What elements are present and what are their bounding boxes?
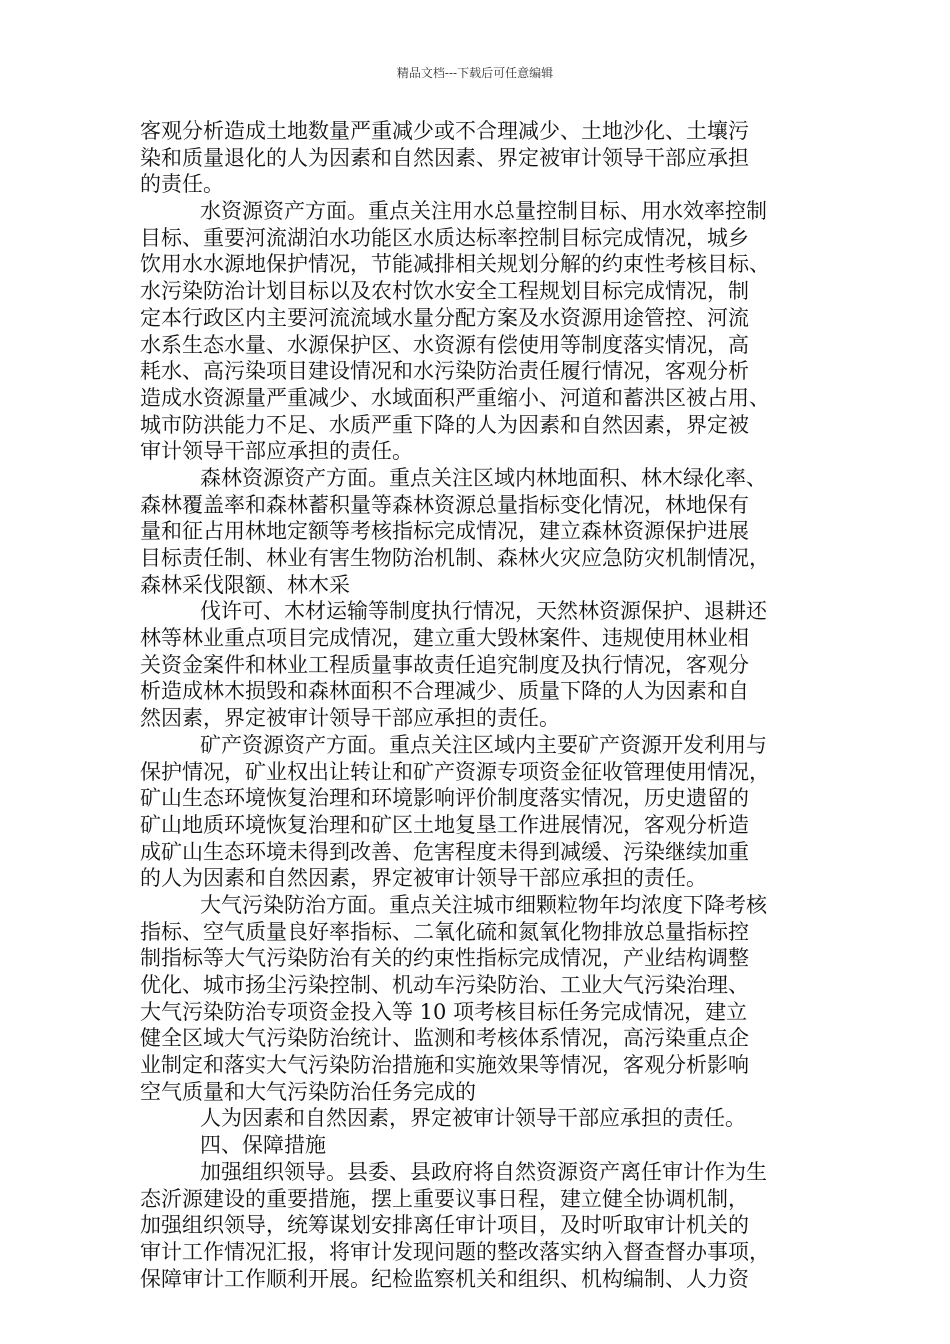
text-line: 制指标等大气污染防治有关的约束性指标完成情况，产业结构调整 (140, 946, 749, 971)
text-line: 业制定和落实大气污染防治措施和实施效果等情况，客观分析影响 (140, 1053, 749, 1078)
text-line: 森林资源资产方面。重点关注区域内林地面积、林木绿化率、 (200, 465, 767, 490)
text-line: 关资金案件和林业工程质量事故责任追究制度及执行情况，客观分 (140, 652, 749, 677)
text-line: 的人为因素和自然因素，界定被审计领导干部应承担的责任。 (140, 866, 707, 891)
text-line: 指标、空气质量良好率指标、二氧化硫和氮氧化物排放总量指标控 (140, 919, 749, 944)
text-line: 矿产资源资产方面。重点关注区域内主要矿产资源开发利用与 (200, 732, 767, 757)
text-line: 水污染防治计划目标以及农村饮水安全工程规划目标完成情况，制 (140, 279, 749, 304)
text-line: 析造成林木损毁和森林面积不合理减少、质量下降的人为因素和自 (140, 679, 749, 704)
text-line: 饮用水水源地保护情况，节能减排相关规划分解的约束性考核目标、 (140, 252, 770, 277)
text-line: 加强组织领导。县委、县政府将自然资源资产离任审计作为生 (200, 1159, 767, 1184)
text-line: 的责任。 (140, 172, 224, 197)
text-line: 染和质量退化的人为因素和自然因素、界定被审计领导干部应承担 (140, 145, 749, 170)
text-line: 客观分析造成土地数量严重减少或不合理减少、土地沙化、土壤污 (140, 119, 749, 143)
text-line: 量和征占用林地定额等考核指标完成情况，建立森林资源保护进展 (140, 519, 749, 544)
text-line: 加强组织领导，统筹谋划安排离任审计项目，及时听取审计机关的 (140, 1213, 749, 1238)
text-line: 目标、重要河流湖泊水功能区水质达标率控制目标完成情况，城乡 (140, 225, 749, 250)
text-line: 大气污染防治专项资金投入等 10 项考核目标任务完成情况，建立 (140, 999, 748, 1024)
text-line: 空气质量和大气污染防治任务完成的 (140, 1079, 476, 1104)
text-line: 定本行政区内主要河流流域水量分配方案及水资源用途管控、河流 (140, 305, 749, 330)
text-line: 大气污染防治方面。重点关注城市细颗粒物年均浓度下降考核 (200, 892, 767, 917)
text-line: 林等林业重点项目完成情况，建立重大毁林案件、违规使用林业相 (140, 626, 749, 651)
text-line: 然因素，界定被审计领导干部应承担的责任。 (140, 706, 560, 731)
text-line: 耗水、高污染项目建设情况和水污染防治责任履行情况，客观分析 (140, 359, 749, 384)
text-line: 伐许可、木材运输等制度执行情况，天然林资源保护、退耕还 (200, 599, 767, 624)
text-line: 审计领导干部应承担的责任。 (140, 439, 413, 464)
text-line: 保护情况，矿业权出让转让和矿产资源专项资金征收管理使用情况， (140, 759, 770, 784)
text-line: 水系生态水量、水源保护区、水资源有偿使用等制度落实情况，高 (140, 332, 749, 357)
text-line: 矿山生态环境恢复治理和环境影响评价制度落实情况，历史遗留的 (140, 786, 749, 811)
text-line: 城市防洪能力不足、水质严重下降的人为因素和自然因素，界定被 (140, 412, 749, 437)
document-body (140, 118, 812, 1292)
text-line: 目标责任制、林业有害生物防治机制、森林火灾应急防灾机制情况， (140, 546, 770, 570)
text-line: 森林覆盖率和森林蓄积量等森林资源总量指标变化情况，林地保有 (140, 492, 749, 517)
text-line: 优化、城市扬尘污染控制、机动车污染防治、工业大气污染治理、 (140, 973, 749, 997)
text-line: 造成水资源量严重减少、水域面积严重缩小、河道和蓄洪区被占用、 (140, 385, 770, 410)
text-line: 成矿山生态环境未得到改善、危害程度未得到减缓、污染继续加重 (140, 839, 749, 864)
text-line: 人为因素和自然因素，界定被审计领导干部应承担的责任。 (200, 1106, 746, 1131)
text-line: 保障审计工作顺利开展。纪检监察机关和组织、机构编制、人力资 (140, 1266, 749, 1291)
text-line: 健全区域大气污染防治统计、监测和考核体系情况，高污染重点企 (140, 1026, 749, 1051)
text-line: 四、保障措施 (200, 1133, 326, 1158)
text-line: 水资源资产方面。重点关注用水总量控制目标、用水效率控制 (200, 199, 767, 224)
text-line: 矿山地质环境恢复治理和矿区土地复垦工作进展情况，客观分析造 (140, 812, 749, 837)
text-line: 态沂源建设的重要措施，摆上重要议事日程，建立健全协调机制， (140, 1186, 749, 1211)
text-line: 森林采伐限额、林木采 (140, 572, 350, 597)
text-line: 审计工作情况汇报，将审计发现问题的整改落实纳入督查督办事项， (140, 1239, 770, 1264)
page-header: 精品文档---下载后可任意编辑 (396, 66, 554, 80)
